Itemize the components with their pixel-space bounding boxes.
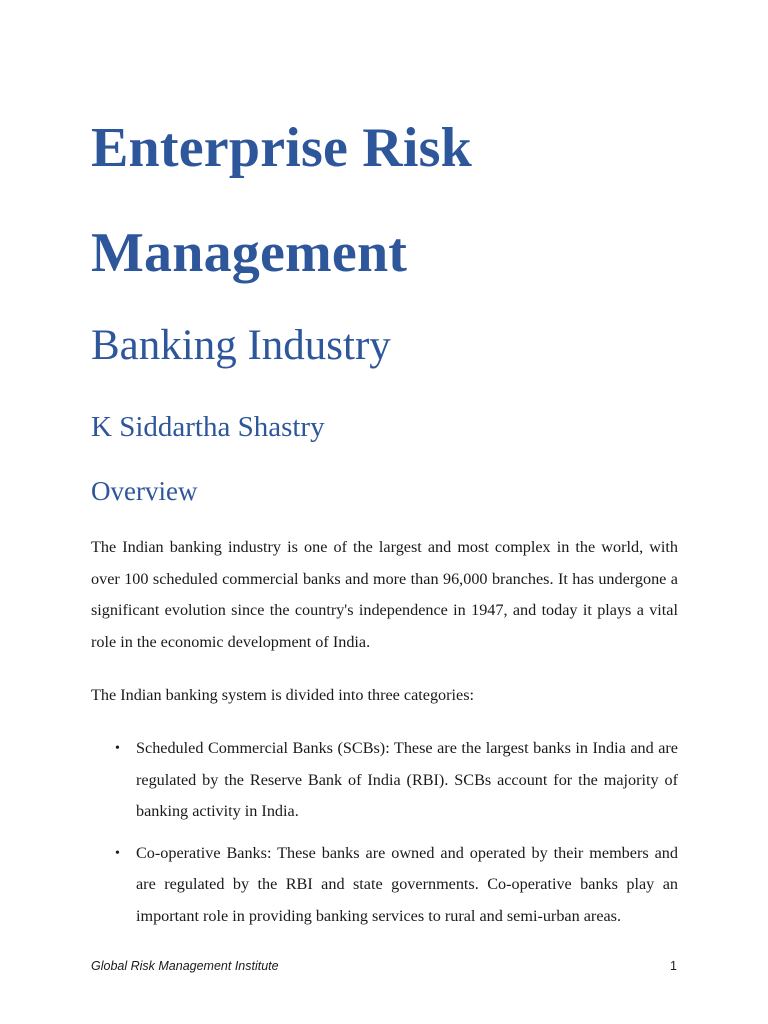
list-item: [91, 838, 678, 933]
author-name: K Siddartha Shastry: [91, 411, 325, 443]
footer-organization: Global Risk Management Institute: [91, 959, 279, 973]
bullet-text: Co-operative Banks: These banks are owned and operated by their members and are regulated by the RBI and state governments. Co-operative banks play an important role in providing banking services to rural and semi-urban areas.: [136, 843, 678, 925]
list-item: [91, 733, 678, 828]
bullet-text: Scheduled Commercial Banks (SCBs): These are the largest banks in India and are regulated by the Reserve Bank of India (RBI). SCBs account for the majority of banking activity in India.: [136, 739, 678, 820]
title-line-2: Management: [91, 222, 408, 284]
document-subtitle: Banking Industry: [91, 322, 391, 369]
paragraph-categories: The Indian banking system is divided into three categories:: [91, 686, 475, 704]
bullet-icon: •: [115, 845, 120, 861]
bullet-icon: •: [115, 741, 120, 756]
document-title: [91, 96, 711, 306]
section-heading-overview: Overview: [91, 476, 198, 506]
bullet-list: [91, 733, 678, 942]
title-line-1: Enterprise Risk: [91, 117, 472, 179]
paragraph-intro: The Indian banking industry is one of the largest and most complex in the world, with over 100 scheduled commercial banks and more than 96,000 branches. It has undergone a significant evolution since the country's independence in 1947, and today it plays a vital role in the economic development of India.: [91, 538, 678, 651]
footer-page-number: 1: [670, 959, 677, 973]
